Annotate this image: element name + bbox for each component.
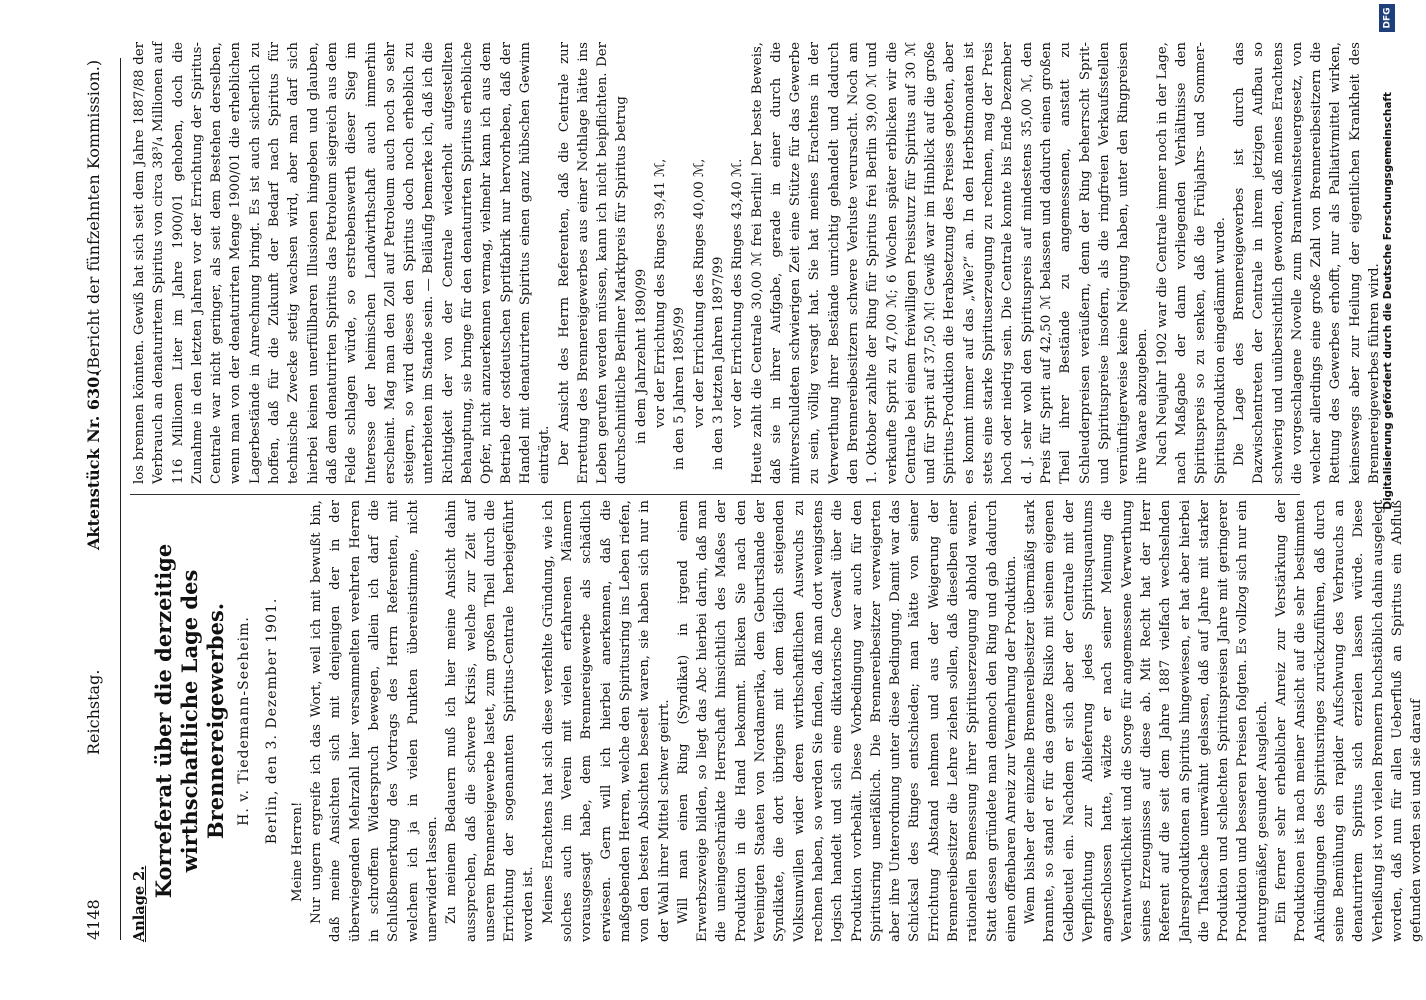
left-paragraph: Will man einen Ring (Syndikat) in irgend einem Erwerbszweige bilden, so liegt das Abc hierbei darin, daß man die uneingeschränkte Herrschaft hinsichtlich des Maßes der Produktion in die Hand bekommt. Blicken Sie nach den Vereinigten Staaten von Nordamerika, dem Geburtslande der Syndikate, die dort übrigens mit dem täglich steigenden Volksunwillen wider deren wirthschaftlichen Auswuchs zu rechnen haben, so werden Sie finden, daß man dort wenigstens logisch handelt und sich eine diktatorische Gewalt über die Produktion vorbehält. Diese Vorbedingung war auch für den Spiritusring unerläßlich. Die Brennereibesitzer verweigerten aber ihre Unterordnung unter diese Bedingung. Damit war das Schicksal des Ringes entschieden; man hätte von seiner Errichtung Abstand nehmen und aus der Weigerung der Brennereibesitzer die Lehre ziehen sollen, daß dieselben einer rationellen Bemessung ihrer Spirituserzeugung abhold waren. Statt dessen gründete man dennoch den Ring und gab dadurch einen offenbaren Anreiz zur Vermehrung der Produktion. — [675, 500, 1019, 942]
left-paragraph: Ein ferner sehr erheblicher Anreiz zur Verstärkung der Produktionen ist nach meiner Ansicht auf die sehr bestimmten Ankündigungen des Spiritusringes zurückzuführen, daß durch seine Bemühung ein rapider Aufschwung des Verbrauchs an denaturirtem Spiritus sich erzielen lassen würde. Diese Verheißung ist von vielen Brennern buchstäblich dahin ausgelegt worden, daß nun für allen Ueberfluß an Spiritus ein Abfluß gefunden worden sei und sie darauf — [1274, 500, 1425, 942]
left-paragraph: Meines Erachtens hat sich diese verfehlte Gründung, wie ich solches auch im Verein mit vielen erfahrenen Männern vorausgesagt habe, dem Brennereigewerbe als schädlich erwiesen. Gern will ich hierbei anerkennen, daß die maßgebenden Herren, welche den Spiritusring ins Leben riefen, von den besten Absichten beseelt waren, sie haben sich nur in der Wahl ihrer Mittel schwer geirrt. — [540, 500, 672, 942]
price-value: vor der Errichtung des Ringes 40,00 ℳ, — [691, 158, 707, 428]
header-rule — [120, 58, 121, 940]
price-value: vor der Errichtung des Ringes 39,41 ℳ, — [653, 158, 669, 428]
digitization-credit — [1377, 92, 1399, 812]
column-divider — [130, 494, 1300, 495]
right-paragraph: los brennen könnten. Gewiß hat sich seit dem Jahre 1887/88 der Verbrauch an denaturirtem Spiritus von circa 38³/₄ Millionen auf 116 Millionen Liter im Jahre 1900/01 gehoben, doch die Zunahme in den letzten Jahren vor der Errichtung der Spiritus-Centrale war nicht geringer, als seit dem Bestehen derselben, wenn man von der denaturirten Menge 1900/01 die erheblichen Lagerbestände in Anrechnung bringt. Es ist auch sicherlich zu hoffen, daß für die Zukunft der Bedarf nach Spiritus für technische Zwecke stetig wachsen wird, aber man darf sich hierbei keinen unerfüllbaren Illusionen hingeben und glauben, daß dem denaturirten Spiritus das Petroleum siegreich aus dem Felde schlagen würde, so erstrebenswerth dieser Sieg im Interesse der heimischen Landwirthschaft auch immerhin erscheint. Mag man den Zoll auf Petroleum auch noch so sehr steigern, so wird dieses den Spiritus doch noch erheblich zu unterbieten im Stande sein. — Beiläufig bemerke ich, daß ich die Richtigkeit der von der Centrale wiederholt aufgestellten Behauptung, sie bringe für den denaturirten Spiritus erhebliche Opfer, nicht anzuerkennen vermag, vielmehr kann ich aus dem Betrieb der ostdeutschen Spritfabrik nur hervorheben, daß der Handel mit denaturirtem Spiritus einen ganz hübschen Gewinn einträgt. — [132, 42, 553, 484]
header-left-title: Reichstag. — [84, 669, 103, 755]
digitization-credit-text: Digitalisierung gefördert durch die Deutsche Forschungsgemeinschaft — [1382, 92, 1394, 510]
left-paragraph: Wenn bisher der einzelne Brennereibesitzer übermäßig stark brannte, so stand er für das ganze Risiko mit seinem eigenen Geldbeutel ein. Nachdem er sich aber der Centrale mit der Verpflichtung zur Ablieferung jedes Spiritusquantums angeschlossen hatte, wälzte er nach seiner Meinung die Verantwortlichkeit und die Sorge für angemessene Verwerthung seines Erzeugnisses auf diese ab. Mit Recht hat der Herr Referent auf die seit dem Jahre 1887 vielfach wechselnden Jahresproduktionen an Spiritus hingewiesen, er hat aber hierbei die Thatsache unerwähnt gelassen, daß auf Jahre mit starker Produktion und schlechten Spirituspreisen Jahre mit geringerer Produktion und besseren Preisen folgten. Es vollzog sich nur ein naturgemäßer, gesunder Ausgleich. — [1023, 500, 1270, 942]
right-paragraph: Die Lage des Brennereigewerbes ist durch das Dazwischentreten der Centrale in ihrem jetzigen Aufbau so schwierig und unübersichtlich geworden, daß meines Erachtens die vorgeschlagene Novelle zum Branntweinsteuergesetz, von welcher allerdings eine große Zahl von Brennereibesitzern die Rettung des Gewerbes erhofft, nur als Palliativmittel wirken, keineswegs aber zur Heilung der eigentlichen Krankheit des Brennereigewerbes führen wird. — [1231, 42, 1382, 484]
price-value: vor der Errichtung des Ringes 43,40 ℳ. — [730, 158, 746, 428]
author-line: H. v. Tiedemann-Seeheim. — [236, 616, 253, 826]
right-column — [130, 42, 1382, 484]
header-document-ref: Aktenstück Nr. 630. — [84, 371, 103, 550]
price-period: in dem Jahrzehnt 1890/99 — [633, 268, 649, 444]
right-paragraph: Der Ansicht des Herrn Referenten, daß die Centrale zur Errettung des Brennereigewerbes aus einer Nothlage hätte ins Leben gerufen werden müssen, kann ich nicht beipflichten. Der durchschnittliche Berliner Marktpreis für Spiritus betrug — [556, 42, 630, 484]
right-paragraph: Nach Neujahr 1902 war die Centrale immer noch in der Lage, nach Maßgabe der dann vorliegenden Verhältnisse den Spirituspreis so zu senken, daß die Frühjahrs- und Sommer-Spiritusproduktion eingedämmt wurde. — [1154, 42, 1228, 484]
salutation: Meine Herren! — [289, 801, 305, 902]
dfg-logo — [1379, 4, 1395, 32]
header-right-title: (Bericht der fünfzehnten Kommission.) — [84, 59, 103, 375]
annex-label: Anlage 2. — [131, 865, 148, 942]
document-title: Korreferat über die derzeitige wirthschaftliche Lage des Brennereigewerbes. — [151, 543, 229, 899]
page-number: 4148 — [84, 899, 103, 940]
price-period: in den 3 letzten Jahren 1897/99 — [710, 256, 726, 470]
left-paragraph: Nur ungern ergreife ich das Wort, weil ich mit bewußt bin, daß meine Ansichten sich mit denjenigen der in der überwiegenden Mehrzahl hier versammelten verehrten Herren in schroffem Widerspruch bewegen, allein ich darf die Schlußbemerkung des Vortrags des Herrn Referenten, mit welchem ich ja in vielen Punkten übereinstimme, nicht unerwidert lassen. — [309, 500, 440, 942]
dateline: Berlin, den 3. Dezember 1901. — [263, 597, 280, 845]
price-period: in den 5 Jahren 1895/99 — [672, 307, 688, 470]
page-header — [84, 40, 110, 940]
right-paragraph: Heute zahlt die Centrale 30,00 ℳ frei Berlin! Der beste Beweis, daß sie in ihrer Aufgabe, gerade in einer durch die mitverschuldeten schwierigen Zeit eine Stütze für das Gewerbe zu sein, völlig versagt hat. Sie hat meines Erachtens in der Verwerthung ihrer Bestände unrichtig gehandelt und dadurch den Brennereibesitzern schwere Verluste verursacht. Noch am 1. Oktober zahlte der Ring für Spiritus frei Berlin 39,00 ℳ und verkaufte Sprit zu 47,00 ℳ; 6 Wochen später erblicken wir die Centrale bei einem freiwilligen Preissturz für Spiritus auf 30 ℳ und für Sprit auf 37,50 ℳ! Gewiß war im Hinblick auf die große Spiritus-Produktion die Herabsetzung des Preises geboten, aber es kommt immer auf das „Wie?“ an. In den Herbstmonaten ist stets eine starke Spirituserzeugung zu rechnen, mag der Preis hoch oder niedrig sein. Die Centrale konnte bis Ende Dezember d. J. sehr wohl den Spirituspreis auf mindestens 35,00 ℳ, den Preis für Sprit auf 42,50 ℳ belassen und dadurch einen großen Theil ihrer Bestände zu angemessenen, anstatt zu Schleuderpreisen veräußern, denn der Ring beherrscht Sprit- und Spirituspreise insofern, als die ringfreien Verkaufsstellen vernünftigerweise keine Neigung haben, unter den Ringpreisen ihre Waare abzugeben. — [749, 42, 1151, 484]
left-paragraph: Zu meinem Bedauern muß ich hier meine Ansicht dahin aussprechen, daß die schwere Krisis, welche zur Zeit auf unserem Brennereigewerbe lastet, zum großen Theil durch die Errichtung der sogenannten Spiritus-Centrale herbeigeführt worden ist. — [444, 500, 537, 942]
left-column — [130, 500, 1425, 942]
dfg-logo-text: DFG — [1382, 7, 1393, 29]
